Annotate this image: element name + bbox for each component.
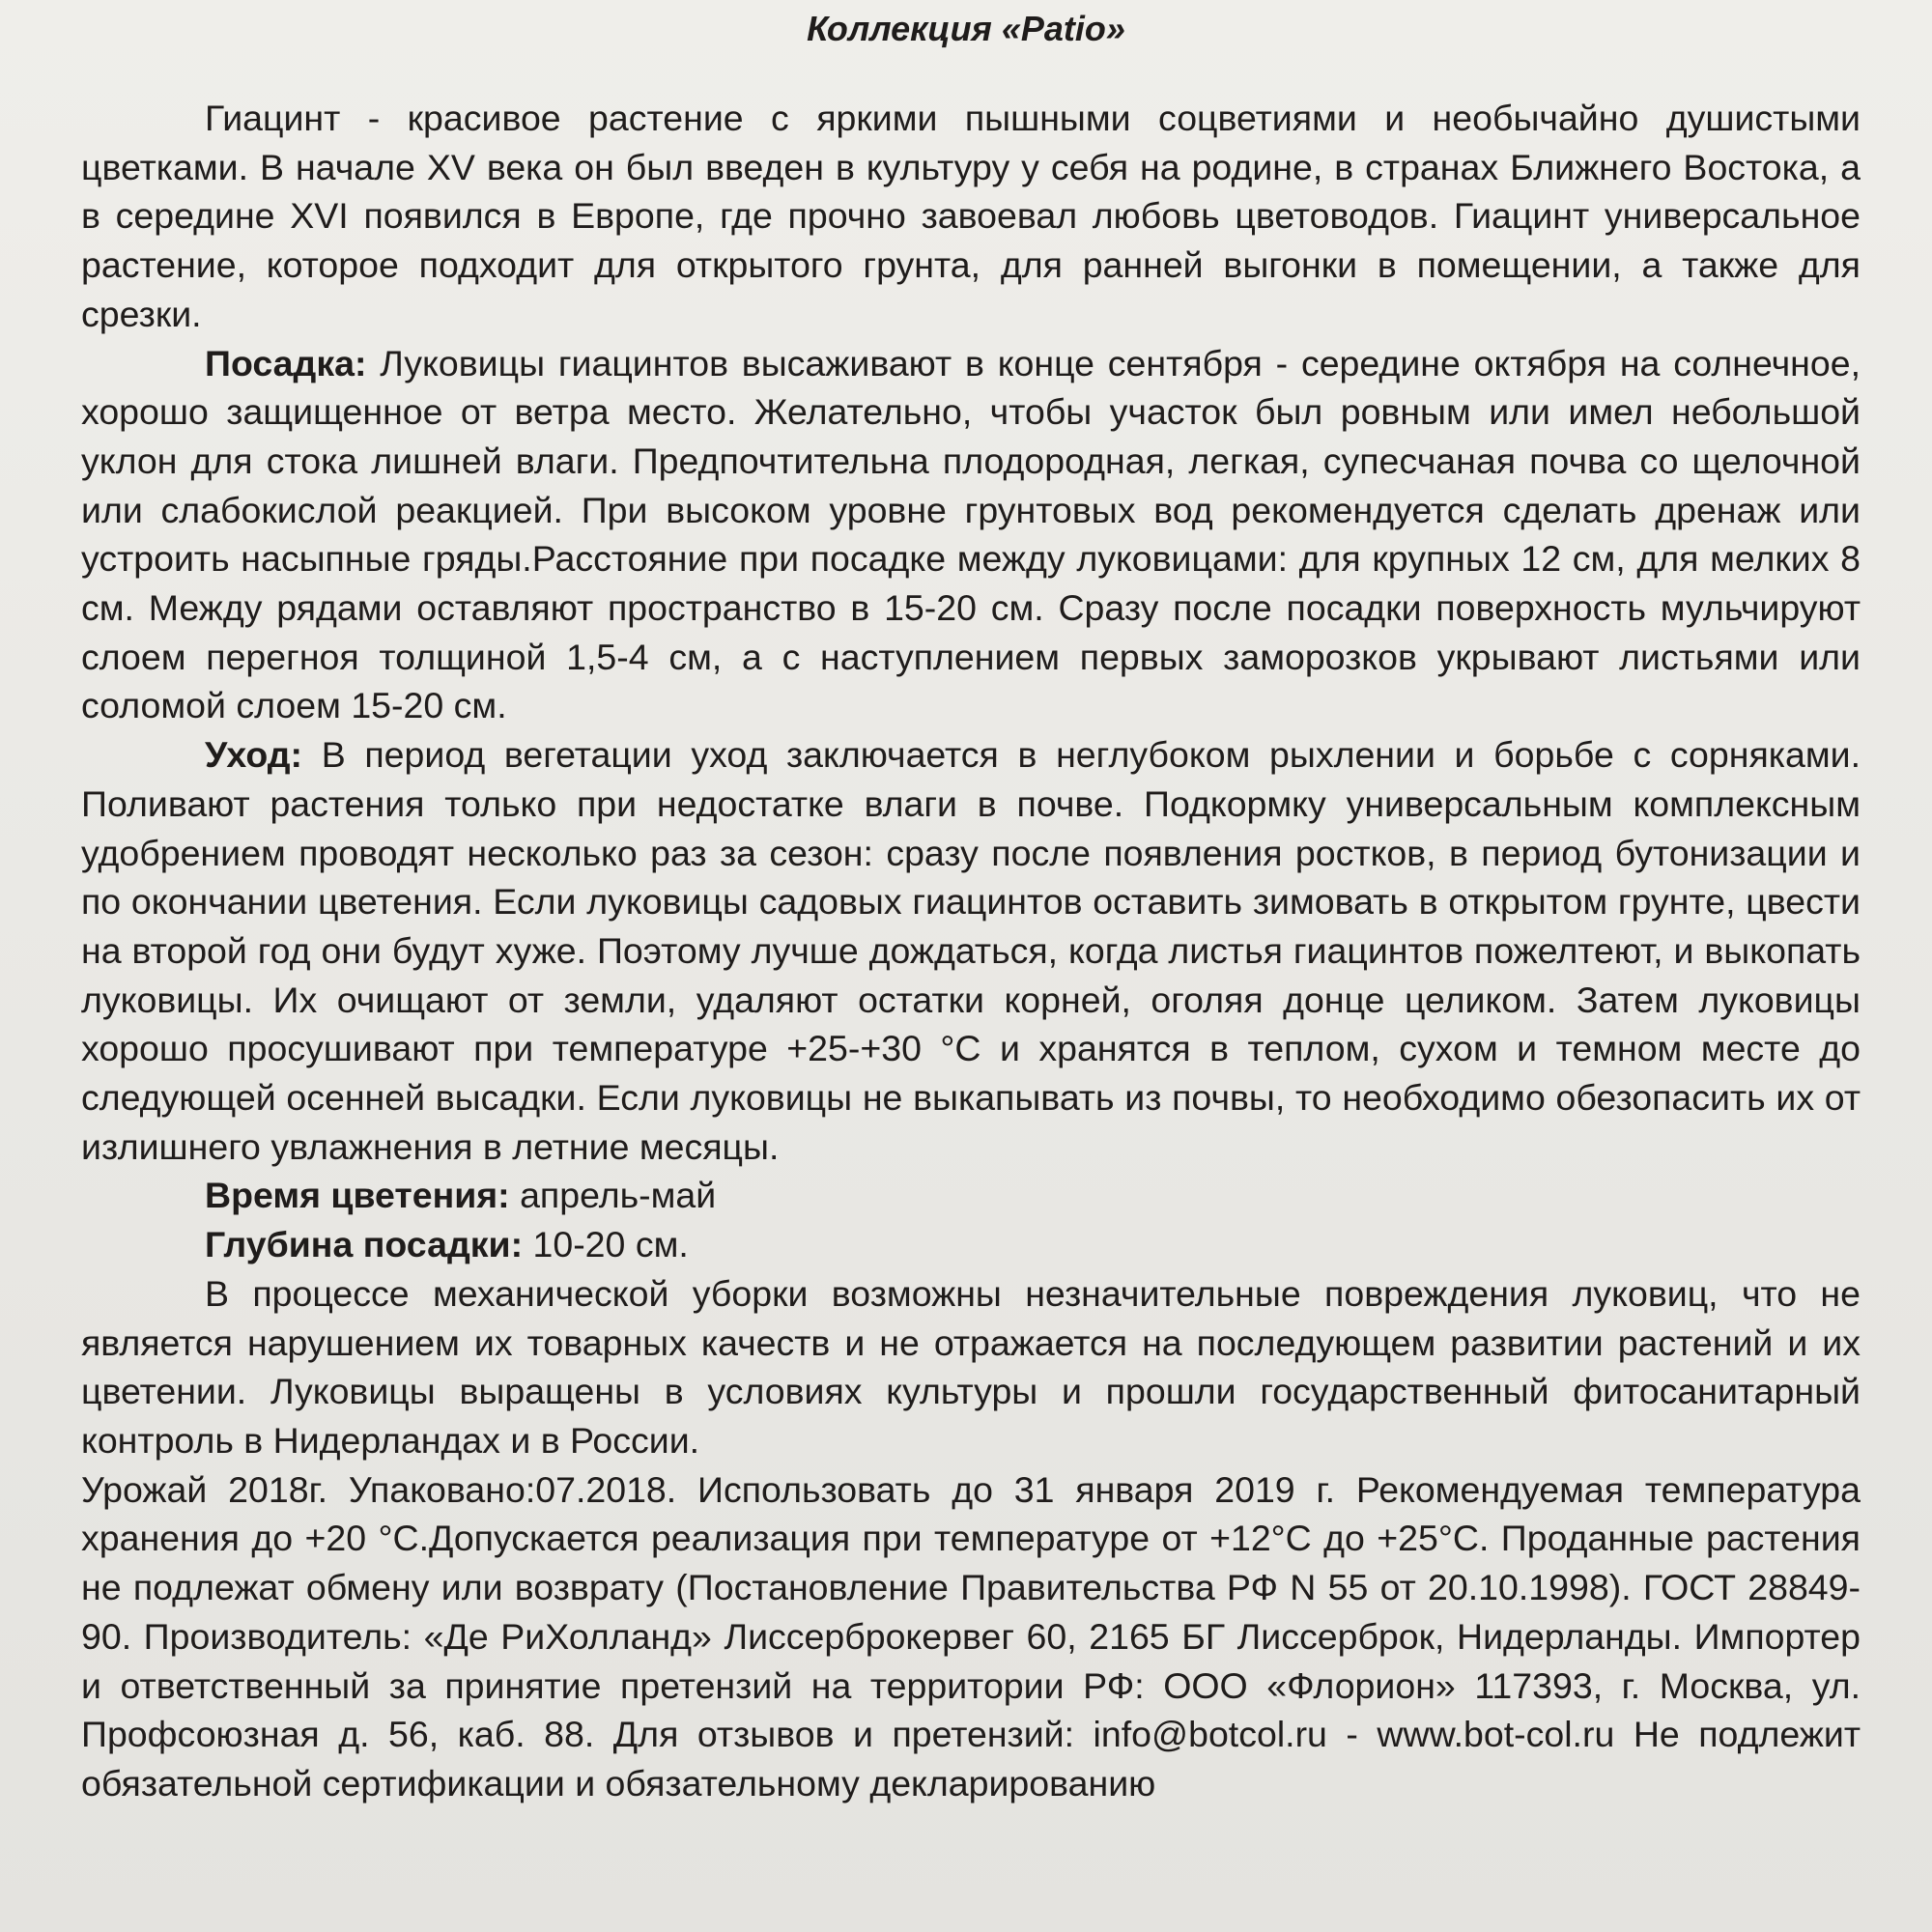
bloom-value: апрель-май — [520, 1175, 717, 1216]
planting-paragraph — [81, 339, 1861, 731]
depth-label: Глубина посадки: — [205, 1224, 524, 1265]
intro-paragraph: Гиацинт - красивое растение с яркими пышными соцветиями и необычайно душистыми цветками. В начале XV века он был введен в культуру у себя на родине, в странах Ближнего Востока, а в середине XVI появился в Европе, где прочно завоевал любовь цветоводов. Гиацинт универсальное растение, которое подходит для открытого грунта, для ранней выгонки в помещении, а также для срезки. — [81, 98, 1861, 334]
planting-label: Посадка: — [205, 342, 367, 384]
legal-paragraph: Урожай 2018г. Упаковано:07.2018. Использовать до 31 января 2019 г. Рекомендуемая температура хранения до +20 °C.Допускается реализация при температуре от +12°C до +25°C. Проданные растения не подлежат обмену или возврату (Постановление Правительства РФ N 55 от 20.10.1998). ГОСТ 28849-90. Производитель: «Де РиХолланд» Лиссерброкервег 60, 2165 БГ Лиссерброк, Нидерланды. Импортер и ответственный за принятие претензий на территории РФ: ООО «Флорион» 117393, г. Москва, ул. Профсоюзная д. 56, каб. 88. Для отзывов и претензий: info@botcol.ru - www.bot-col.ru Не подлежит обязательной сертификации и обязательному декларированию — [81, 1468, 1861, 1804]
bloom-line — [81, 1171, 1861, 1220]
care-label: Уход: — [205, 734, 303, 776]
care-text: В период вегетации уход заключается в неглубоком рыхлении и борьбе с сорняками. Поливают растения только при недостатке влаги в почве. Подкормку универсальным комплексным удобрением проводят несколько раз за сезон: сразу после появления ростков, в период бутонизации и по окончании цветения. Если луковицы садовых гиацинтов оставить зимовать в открытом грунте, цвести на второй год они будут хуже. Поэтому лучше дождаться, когда листья гиацинтов пожелтеют, и выкопать луковицы. Их очищают от земли, удаляют остатки корней, оголяя донце целиком. Затем луковицы хорошо просушивают при температуре +25-+30 °C и хранятся в теплом, сухом и темном месте до следующей осенней высадки. Если луковицы не выкапывать из почвы, то необходимо обезопасить их от излишнего увлажнения в летние месяцы. — [81, 734, 1861, 1167]
care-paragraph — [81, 730, 1861, 1171]
page-title: Коллекция «Patio» — [807, 9, 1125, 48]
body-text — [81, 94, 1861, 1808]
harvest-note-paragraph: В процессе механической уборки возможны незначительные повреждения луковиц, что не является нарушением их товарных качеств и не отражается на последующем развитии растений и их цветении. Луковицы выращены в условиях культуры и прошли государственный фитосанитарный контроль в Нидерландах и в России. — [81, 1272, 1861, 1461]
depth-value: 10-20 см. — [532, 1224, 689, 1265]
bloom-label: Время цветения: — [205, 1175, 510, 1216]
planting-text: Луковицы гиацинтов высаживают в конце сентября - середине октября на солнечное, хорошо защищенное от ветра место. Желательно, чтобы участок был ровным или имел небольшой уклон для стока лишней влаги. Предпочтительна плодородная, легкая, супесчаная почва со щелочной или слабокислой реакцией. При высоком уровне грунтовых вод рекомендуется сделать дренаж или устроить насыпные гряды.Расстояние при посадке между луковицами: для крупных 12 см, для мелких 8 см. Между рядами оставляют пространство в 15-20 см. Сразу после посадки поверхность мульчируют слоем перегноя толщиной 1,5-4 см, а с наступлением первых заморозков укрывают листьями или соломой слоем 15-20 см. — [81, 342, 1861, 726]
depth-line — [81, 1220, 1861, 1269]
